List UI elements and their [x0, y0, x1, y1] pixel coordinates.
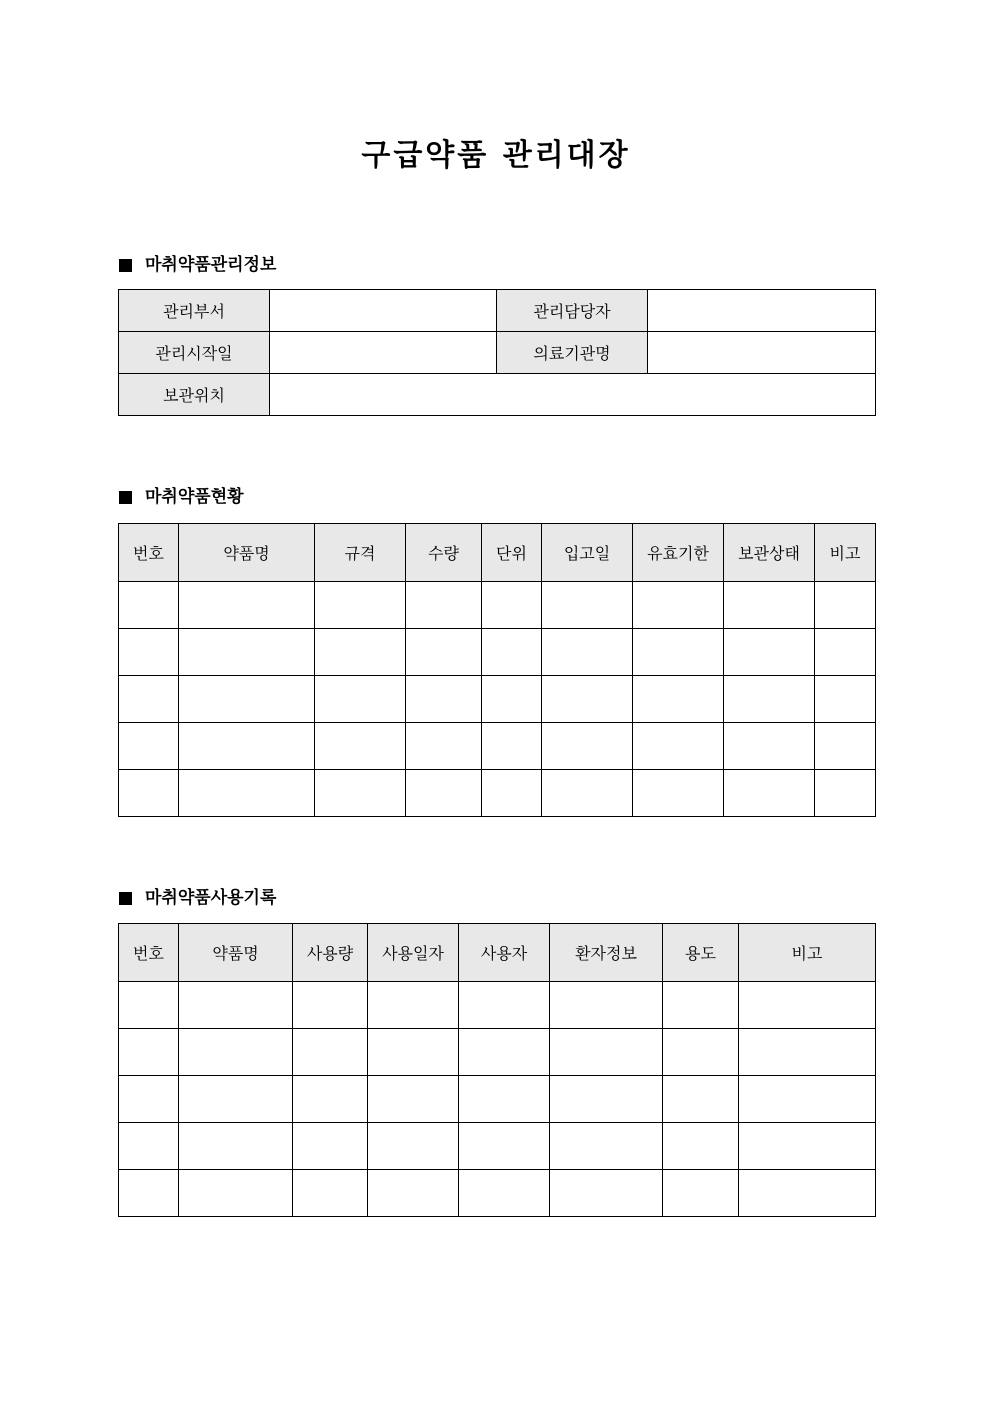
column-header: 약품명: [179, 524, 315, 582]
institution-field[interactable]: [648, 332, 876, 374]
table-row: [119, 770, 876, 817]
table-cell[interactable]: [459, 982, 550, 1029]
info-row: [119, 374, 876, 416]
table-cell[interactable]: [633, 770, 724, 817]
table-cell[interactable]: [315, 582, 406, 629]
table-cell[interactable]: [315, 629, 406, 676]
table-cell[interactable]: [293, 1076, 368, 1123]
table-cell[interactable]: [119, 676, 179, 723]
info-section-title: 마취약품관리정보: [145, 255, 277, 275]
square-bullet-icon: [119, 892, 132, 905]
table-cell[interactable]: [119, 982, 179, 1029]
table-cell[interactable]: [315, 770, 406, 817]
department-label: 관리부서: [119, 290, 270, 332]
table-cell[interactable]: [179, 1076, 293, 1123]
table-cell[interactable]: [119, 1029, 179, 1076]
table-cell[interactable]: [482, 582, 542, 629]
table-row: [119, 676, 876, 723]
table-cell[interactable]: [293, 1123, 368, 1170]
manager-label: 관리담당자: [497, 290, 648, 332]
table-cell[interactable]: [542, 582, 633, 629]
column-header: 규격: [315, 524, 406, 582]
table-row: [119, 1076, 876, 1123]
table-cell[interactable]: [633, 582, 724, 629]
table-cell[interactable]: [119, 582, 179, 629]
table-cell[interactable]: [179, 1123, 293, 1170]
column-header: 보관상태: [724, 524, 815, 582]
column-header: 번호: [119, 924, 179, 982]
table-cell[interactable]: [550, 1123, 663, 1170]
info-row: [119, 290, 876, 332]
table-cell[interactable]: [739, 1076, 876, 1123]
table-cell[interactable]: [739, 1123, 876, 1170]
table-cell[interactable]: [179, 629, 315, 676]
table-cell[interactable]: [815, 629, 876, 676]
table-cell[interactable]: [663, 982, 739, 1029]
table-cell[interactable]: [633, 629, 724, 676]
document-title: 구급약품 관리대장: [361, 138, 631, 173]
table-cell[interactable]: [542, 723, 633, 770]
table-cell[interactable]: [179, 1170, 293, 1217]
table-cell[interactable]: [406, 629, 482, 676]
table-cell[interactable]: [368, 1170, 459, 1217]
table-cell[interactable]: [119, 770, 179, 817]
table-cell[interactable]: [368, 1029, 459, 1076]
table-cell[interactable]: [815, 582, 876, 629]
table-cell[interactable]: [482, 629, 542, 676]
column-header: 비고: [815, 524, 876, 582]
inventory-section-heading: [119, 485, 244, 509]
table-cell[interactable]: [119, 629, 179, 676]
table-cell[interactable]: [663, 1029, 739, 1076]
table-cell[interactable]: [482, 770, 542, 817]
table-cell[interactable]: [119, 1170, 179, 1217]
table-cell[interactable]: [663, 1123, 739, 1170]
institution-label: 의료기관명: [497, 332, 648, 374]
column-header: 비고: [739, 924, 876, 982]
table-cell[interactable]: [293, 1029, 368, 1076]
table-cell[interactable]: [293, 1170, 368, 1217]
table-cell[interactable]: [482, 676, 542, 723]
usage-record-table: [118, 923, 876, 1217]
table-cell[interactable]: [179, 982, 293, 1029]
table-cell[interactable]: [315, 676, 406, 723]
table-cell[interactable]: [459, 1170, 550, 1217]
table-cell[interactable]: [368, 982, 459, 1029]
table-cell[interactable]: [406, 723, 482, 770]
table-cell[interactable]: [542, 676, 633, 723]
table-cell[interactable]: [739, 982, 876, 1029]
table-cell[interactable]: [119, 1076, 179, 1123]
table-cell[interactable]: [550, 982, 663, 1029]
table-cell[interactable]: [815, 723, 876, 770]
start-date-label: 관리시작일: [119, 332, 270, 374]
management-info-table: [118, 289, 876, 416]
table-cell[interactable]: [739, 1029, 876, 1076]
table-row: [119, 1123, 876, 1170]
table-cell[interactable]: [663, 1170, 739, 1217]
table-cell[interactable]: [550, 1029, 663, 1076]
table-cell[interactable]: [179, 1029, 293, 1076]
usage-header-row: [119, 924, 876, 982]
table-row: [119, 1029, 876, 1076]
table-cell[interactable]: [633, 723, 724, 770]
table-row: [119, 582, 876, 629]
table-cell[interactable]: [406, 770, 482, 817]
table-cell[interactable]: [119, 723, 179, 770]
table-cell[interactable]: [724, 676, 815, 723]
column-header: 수량: [406, 524, 482, 582]
table-cell[interactable]: [724, 629, 815, 676]
table-cell[interactable]: [739, 1170, 876, 1217]
table-cell[interactable]: [293, 982, 368, 1029]
location-field[interactable]: [270, 374, 876, 416]
column-header: 사용량: [293, 924, 368, 982]
table-cell[interactable]: [459, 1076, 550, 1123]
column-header: 입고일: [542, 524, 633, 582]
manager-field[interactable]: [648, 290, 876, 332]
table-cell[interactable]: [179, 770, 315, 817]
table-cell[interactable]: [315, 723, 406, 770]
table-cell[interactable]: [459, 1029, 550, 1076]
column-header: 용도: [663, 924, 739, 982]
table-cell[interactable]: [550, 1170, 663, 1217]
table-cell[interactable]: [179, 723, 315, 770]
column-header: 사용일자: [368, 924, 459, 982]
usage-section-title: 마취약품사용기록: [145, 888, 277, 908]
table-row: [119, 629, 876, 676]
inventory-section-title: 마취약품현황: [145, 487, 244, 507]
table-cell[interactable]: [179, 582, 315, 629]
table-cell[interactable]: [459, 1123, 550, 1170]
column-header: 번호: [119, 524, 179, 582]
table-cell[interactable]: [724, 723, 815, 770]
square-bullet-icon: [119, 491, 132, 504]
inventory-table: [118, 523, 876, 817]
table-cell[interactable]: [724, 770, 815, 817]
inventory-header-row: [119, 524, 876, 582]
table-cell[interactable]: [482, 723, 542, 770]
table-row: [119, 1170, 876, 1217]
table-row: [119, 982, 876, 1029]
location-label: 보관위치: [119, 374, 270, 416]
table-cell[interactable]: [542, 770, 633, 817]
table-cell[interactable]: [550, 1076, 663, 1123]
table-cell[interactable]: [815, 676, 876, 723]
column-header: 환자정보: [550, 924, 663, 982]
info-section-heading: [119, 253, 276, 277]
column-header: 단위: [482, 524, 542, 582]
column-header: 유효기한: [633, 524, 724, 582]
table-cell[interactable]: [179, 676, 315, 723]
table-cell[interactable]: [368, 1123, 459, 1170]
column-header: 약품명: [179, 924, 293, 982]
table-cell[interactable]: [633, 676, 724, 723]
table-cell[interactable]: [815, 770, 876, 817]
column-header: 사용자: [459, 924, 550, 982]
usage-section-heading: [119, 886, 276, 910]
table-cell[interactable]: [663, 1076, 739, 1123]
square-bullet-icon: [119, 259, 132, 272]
table-row: [119, 723, 876, 770]
table-cell[interactable]: [542, 629, 633, 676]
table-cell[interactable]: [368, 1076, 459, 1123]
table-cell[interactable]: [406, 582, 482, 629]
table-cell[interactable]: [406, 676, 482, 723]
start-date-field[interactable]: [270, 332, 497, 374]
info-row: [119, 332, 876, 374]
table-cell[interactable]: [724, 582, 815, 629]
department-field[interactable]: [270, 290, 497, 332]
table-cell[interactable]: [119, 1123, 179, 1170]
